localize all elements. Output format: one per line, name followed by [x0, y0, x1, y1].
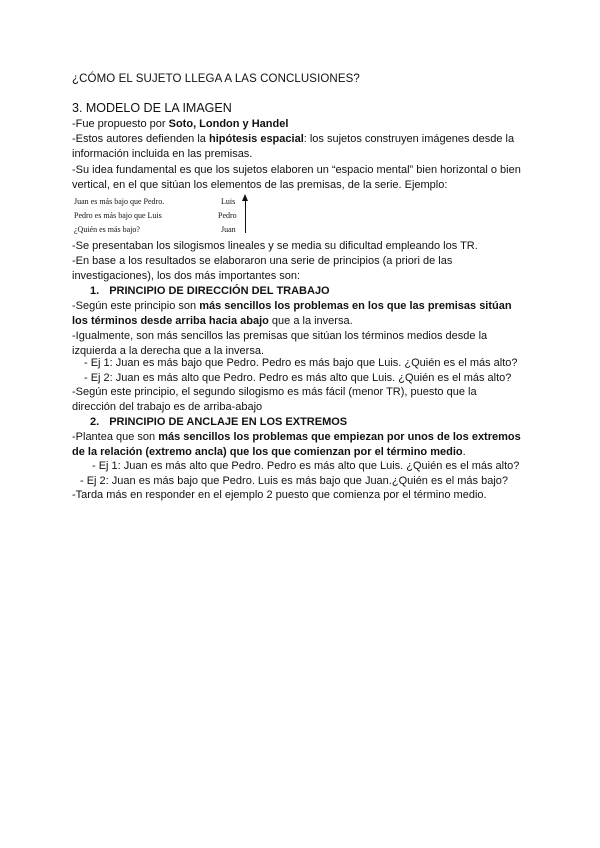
principle1-heading [90, 284, 330, 298]
figure-bottom-label: Juan [221, 225, 236, 234]
principle1-line6: dirección del trabajo es de arriba-abajo [72, 401, 263, 413]
principle2-l1-bold: más sencillos los problemas que empiezan por unos de los extremos [158, 431, 521, 443]
principle1-example1: - Ej 1: Juan es más bajo que Pedro. Pedro es más bajo que Luis. ¿Quién es el más alto? [84, 357, 518, 369]
section-heading: 3. MODELO DE LA IMAGEN [72, 101, 232, 115]
figure-question: ¿Quién es más bajo? [74, 225, 140, 234]
para4-line1: -En base a los resultados se elaboraron una serie de principios (a priori de las [72, 255, 453, 267]
figure-top-label: Luis [221, 197, 236, 206]
principle2-title: PRINCIPIO DE ANCLAJE EN LOS EXTREMOS [109, 416, 348, 428]
figure-premise-2: Pedro es más bajo que Luis [74, 211, 162, 220]
proposed-authors: Soto, London y Handel [168, 118, 289, 130]
principle2-heading [90, 415, 347, 429]
principle2-example2: - Ej 2: Juan es más bajo que Pedro. Luis es más bajo que Juan.¿Quién es el más bajo? [80, 475, 509, 487]
page-title: ¿CÓMO EL SUJETO LLEGA A LAS CONCLUSIONES? [72, 73, 360, 85]
figure-premise-1: Juan es más bajo que Pedro. [74, 197, 165, 206]
para2-line1: -Su idea fundamental es que los sujetos elaboren un “espacio mental” bien horizontal o bien [72, 164, 521, 176]
para2-line2: vertical, en el que sitúan los elementos de las premisas, de la serie. Ejemplo: [72, 179, 448, 191]
principle1-title: PRINCIPIO DE DIRECCIÓN DEL TRABAJO [109, 285, 330, 297]
principle1-line1 [72, 299, 512, 313]
principle2-line2 [72, 445, 466, 459]
para1-text-c: : los sujetos construyen imágenes desde la [303, 133, 515, 145]
principle2-l2-text: . [462, 446, 466, 458]
para1-line2: información incluida en las premisas. [72, 148, 253, 160]
para1-line1 [72, 132, 514, 146]
para1-text-a: -Estos autores defienden la [72, 133, 209, 145]
principle1-l2-text: que a la inversa. [268, 315, 353, 327]
principle1-example2: - Ej 2: Juan es más alto que Pedro. Pedro es más alto que Luis. ¿Quién es el más alto? [84, 372, 512, 384]
principle2-l1-text: -Plantea que son [72, 431, 159, 443]
proposed-prefix: -Fue propuesto por [72, 118, 169, 130]
principle2-number: 2. [90, 416, 100, 428]
principle1-line5: -Según este principio, el segundo silogismo es más fácil (menor TR), puesto que la [72, 386, 477, 398]
principle1-line2 [72, 314, 353, 328]
proposed-line [72, 117, 288, 131]
principle2-l2-bold: de la relación (extremo ancla) que los que comienzan por el término medio [72, 446, 463, 458]
principle2-example1: - Ej 1: Juan es más alto que Pedro. Pedro es más alto que Luis. ¿Quién es el más alto? [92, 460, 520, 472]
principle1-number: 1. [90, 285, 100, 297]
para1-bold: hipótesis espacial [208, 133, 304, 145]
figure-middle-label: Pedro [218, 211, 237, 220]
principle2-line1 [72, 430, 521, 444]
principle1-l2-bold: los términos desde arriba hacia abajo [72, 315, 269, 327]
principle1-l1-text: -Según este principio son [72, 300, 200, 312]
up-arrow-line [245, 200, 246, 233]
principle1-line3: -Igualmente, son más sencillos las premisas que sitúan los términos medios desde la [72, 330, 488, 342]
principle1-line4: izquierda a la derecha que a la inversa. [72, 345, 265, 357]
para4-line2: investigaciones), los dos más importantes son: [72, 270, 301, 282]
principle1-l1-bold: más sencillos los problemas en los que las premisas sitúan [199, 300, 512, 312]
para3: -Se presentaban los silogismos lineales y se media su dificultad empleando los TR. [72, 240, 478, 252]
principle2-line3: -Tarda más en responder en el ejemplo 2 puesto que comienza por el término medio. [72, 489, 487, 501]
